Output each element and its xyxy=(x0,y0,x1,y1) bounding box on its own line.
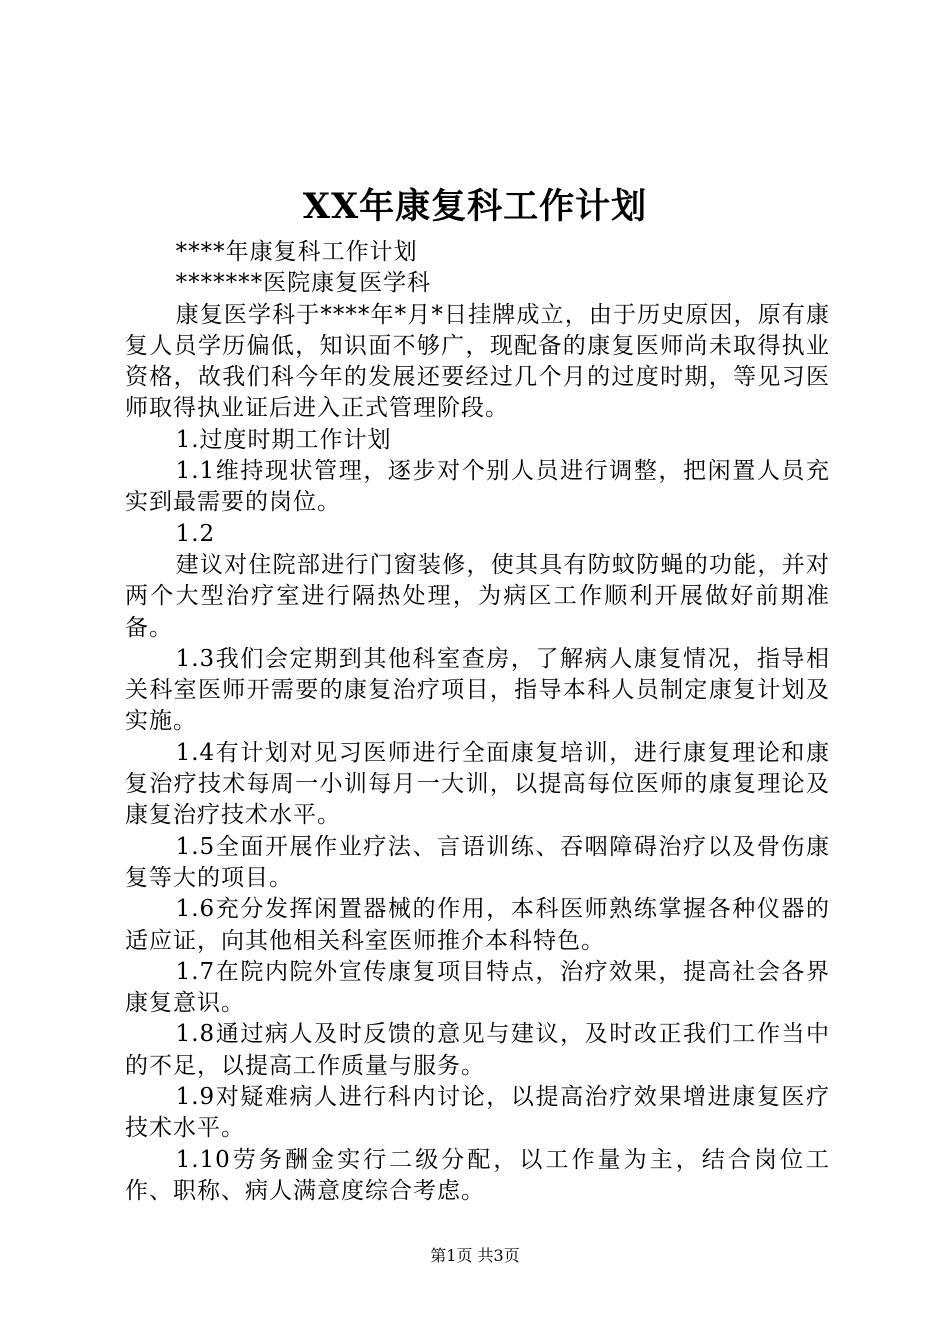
paragraph-item-1-7: 1.7在院内院外宣传康复项目特点，治疗效果，提高社会各界康复意识。 xyxy=(125,958,830,1017)
paragraph-section-1: 1.过度时期工作计划 xyxy=(175,426,392,453)
paragraph-intro: 康复医学科于****年*月*日挂牌成立，由于历史原因，原有康复人员学历偏低，知识面不够广，现配备的康复医师尚未取得执业资格，故我们科今年的发展还要经过几个月的过度时期，等见习医师取得执业证后进入正式管理阶段。 xyxy=(125,301,830,422)
paragraph-item-1-3: 1.3我们会定期到其他科室查房，了解病人康复情况，指导相关科室医师开需要的康复治疗项目，指导本科人员制定康复计划及实施。 xyxy=(125,645,830,735)
paragraph-item-1-2: 建议对住院部进行门窗装修，使其具有防蚊防蝇的功能，并对两个大型治疗室进行隔热处理，为病区工作顺利开展做好前期准备。 xyxy=(125,551,830,641)
document-body xyxy=(125,237,830,1207)
paragraph-item-1-5: 1.5全面开展作业疗法、言语训练、吞咽障碍治疗以及骨伤康复等大的项目。 xyxy=(125,833,830,891)
paragraph-item-1-6: 1.6充分发挥闲置器械的作用，本科医师熟练掌握各种仪器的适应证，向其他相关科室医师推介本科特色。 xyxy=(125,896,830,954)
paragraph-item-1-2-label: 1.2 xyxy=(175,520,216,547)
paragraph-item-1-10: 1.10劳务酬金实行二级分配，以工作量为主，结合岗位工作、职称、病人满意度综合考虑。 xyxy=(125,1146,830,1204)
paragraph-plan-heading: ****年康复科工作计划 xyxy=(175,239,418,265)
document-title: XX年康复科工作计划 xyxy=(302,186,648,227)
page-number-footer: 第1页 共3页 xyxy=(430,1246,520,1265)
paragraph-department: *******医院康复医学科 xyxy=(175,270,432,297)
paragraph-item-1-1: 1.1维持现状管理，逐步对个别人员进行调整，把闲置人员充实到最需要的岗位。 xyxy=(125,458,830,516)
paragraph-item-1-8: 1.8通过病人及时反馈的意见与建议，及时改正我们工作当中的不足，以提高工作质量与服务。 xyxy=(125,1021,830,1079)
paragraph-item-1-9: 1.9对疑难病人进行科内讨论，以提高治疗效果增进康复医疗技术水平。 xyxy=(125,1084,830,1142)
paragraph-item-1-4: 1.4有计划对见习医师进行全面康复培训，进行康复理论和康复治疗技术每周一小训每月一大训，以提高每位医师的康复理论及康复治疗技术水平。 xyxy=(125,739,830,829)
